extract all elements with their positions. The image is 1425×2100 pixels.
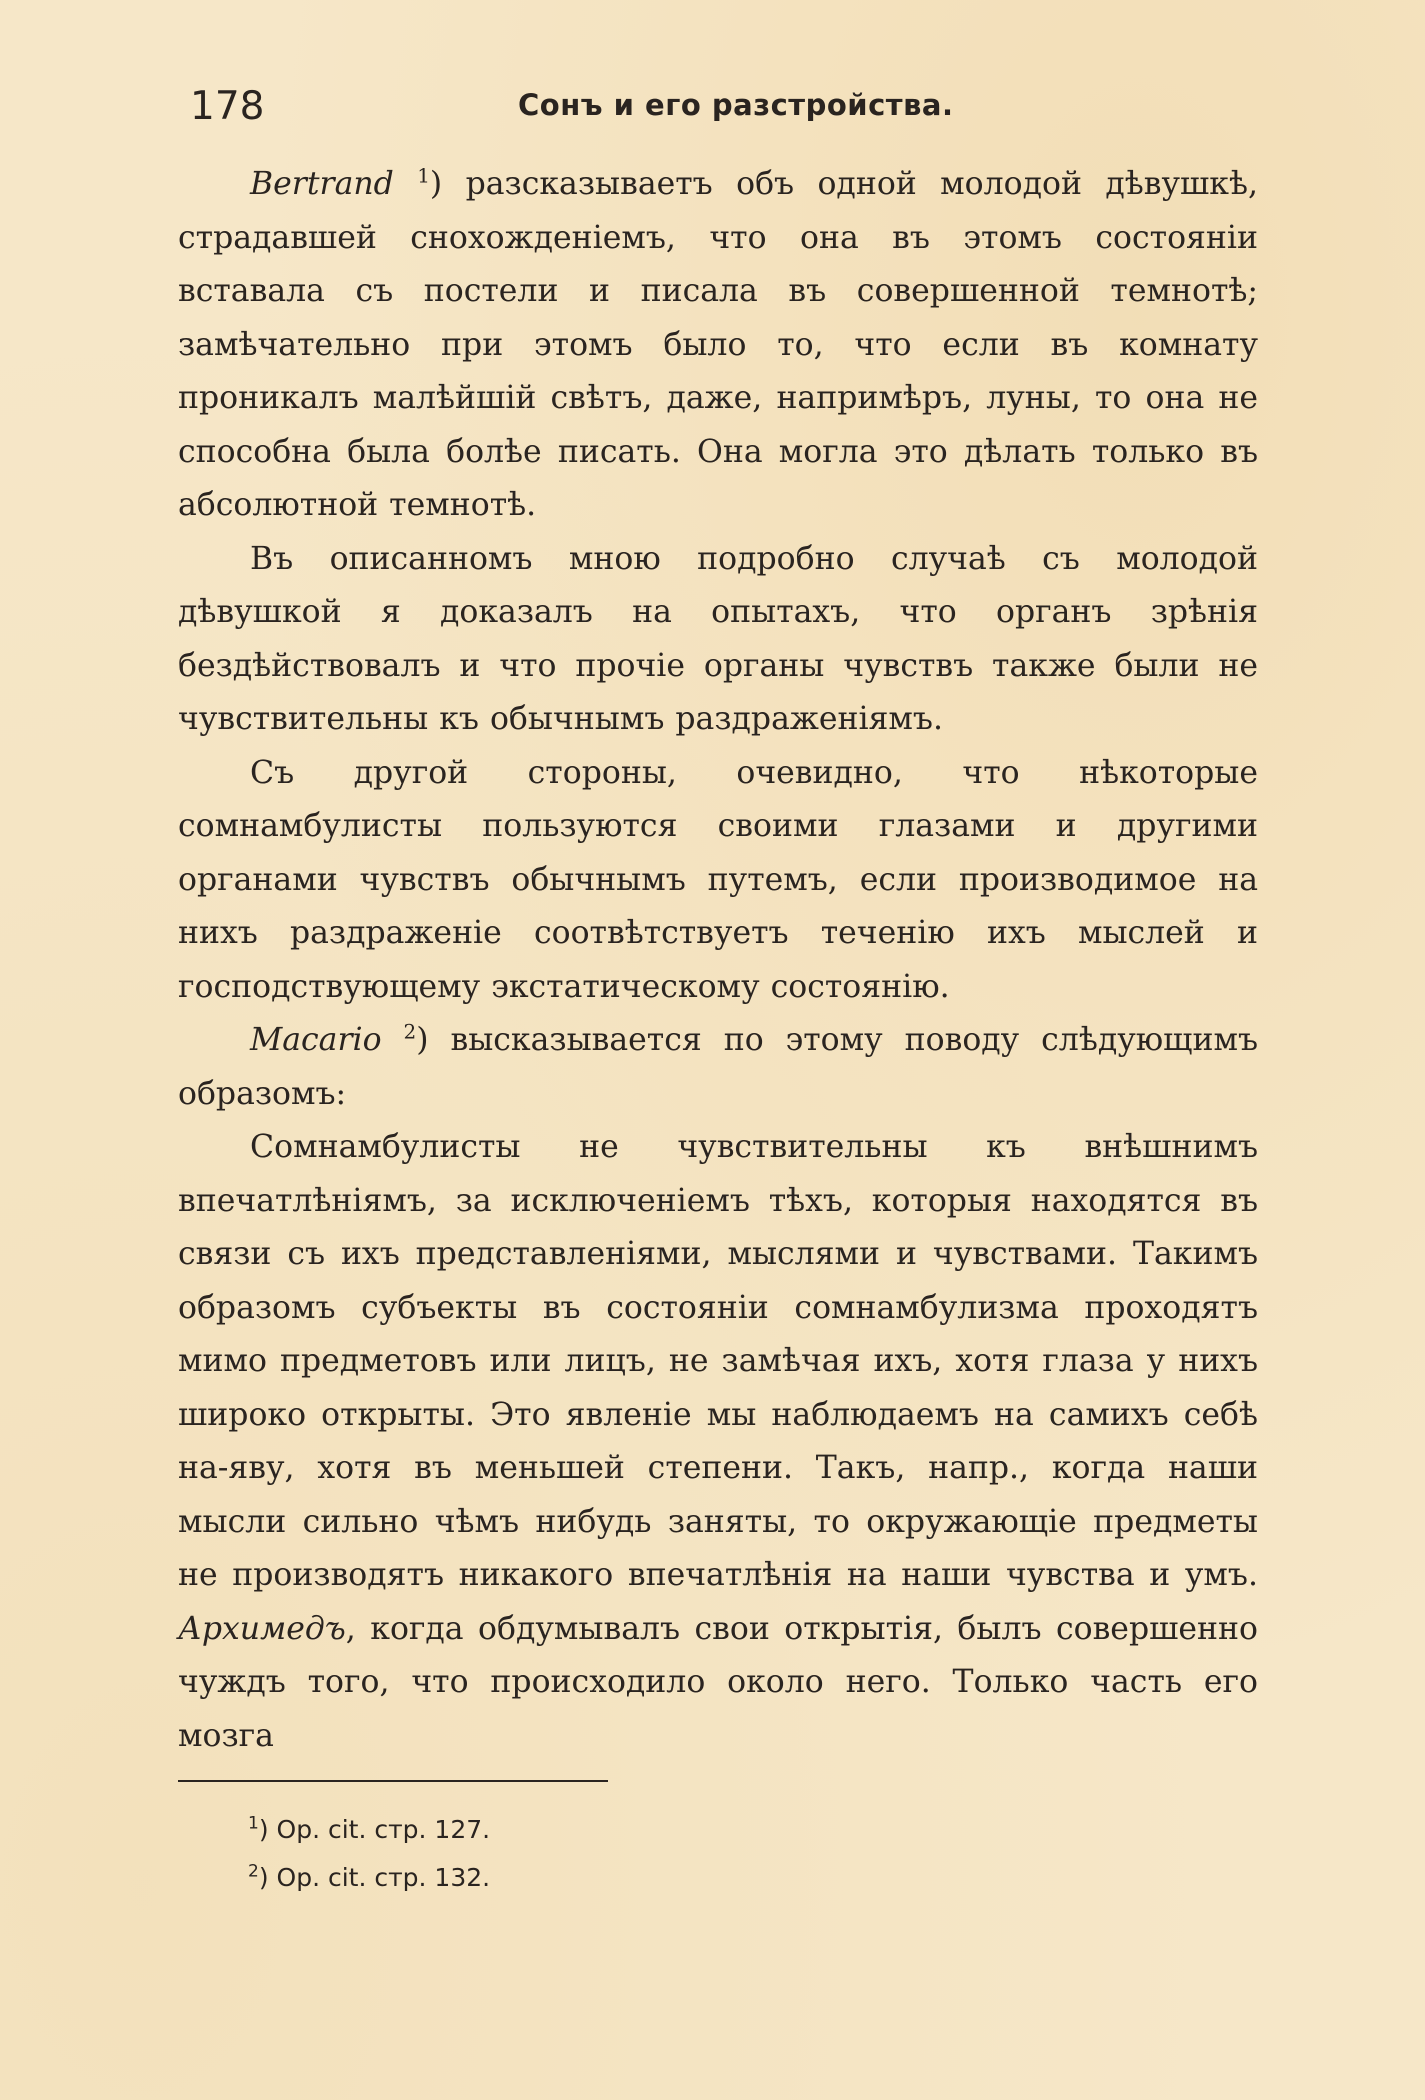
emphasized-name: Архимедъ	[178, 1610, 346, 1647]
paragraph-text: ) разсказываетъ объ одной молодой дѣвушкѣ, страдавшей снохожденіемъ, что она въ этомъ состояніи вставала съ постели и писала въ совершенной темнотѣ; замѣчательно при этомъ было то, что если въ комнату проникалъ малѣйшій свѣтъ, даже, напримѣръ, луны, то она не способна была болѣе писать. Она могла это дѣлать только въ абсолютной темнотѣ.	[178, 166, 1258, 523]
page-number: 178	[190, 84, 265, 129]
footnote-reference: 2	[403, 1019, 417, 1044]
author-name: Bertrand	[250, 166, 394, 202]
paragraph	[178, 747, 1258, 1015]
footnote-number: 2	[248, 1861, 259, 1882]
paragraph-text: ) высказывается по этому поводу слѣдующимъ образомъ:	[178, 1022, 1258, 1112]
page-header	[178, 80, 1258, 140]
footnote-divider	[178, 1780, 608, 1782]
footnote-reference: 1	[417, 163, 430, 188]
running-title: Сонъ и его разстройства.	[518, 88, 954, 122]
paragraph-text: Сомнамбулисты не чувствительны къ внѣшнимъ впечатлѣніямъ, за исключеніемъ тѣхъ, которыя находятся въ связи съ ихъ представленіями, мыслями и чувствами. Такимъ образомъ субъекты въ состояніи сомнамбулизма проходятъ мимо предметовъ или лицъ, не замѣчая ихъ, хотя глаза у нихъ широко открыты. Это явленіе мы наблюдаемъ на самихъ себѣ на-яву, хотя въ меньшей степени. Такъ, напр., когда наши мысли сильно чѣмъ нибудь заняты, то окружающіе предметы не производятъ никакого впечатлѣнія на наши чувства и умъ.	[178, 1129, 1258, 1593]
footnotes	[248, 1806, 490, 1902]
paragraph-text-continued: , когда обдумывалъ свои открытія, былъ совершенно чуждъ того, что происходило около него. Только часть его мозга	[178, 1610, 1258, 1754]
footnote	[248, 1854, 490, 1902]
paragraph	[178, 1121, 1258, 1763]
paragraph-text: Въ описанномъ мною подробно случаѣ съ молодой дѣвушкой я доказалъ на опытахъ, что органъ зрѣнія бездѣйствовалъ и что прочіе органы чувствъ также были не чувствительны къ обычнымъ раздраженіямъ.	[178, 540, 1258, 737]
paragraph	[178, 158, 1258, 533]
paragraph-text: Съ другой стороны, очевидно, что нѣкоторые сомнамбулисты пользуются своими глазами и другими органами чувствъ обычнымъ путемъ, если производимое на нихъ раздраженіе соотвѣтствуетъ теченію ихъ мыслей и господствующему экстатическому состоянію.	[178, 754, 1258, 1005]
footnote-text: ) Op. cit. стр. 132.	[258, 1863, 491, 1892]
footnote	[248, 1806, 490, 1854]
footnote-text: ) Op. cit. стр. 127.	[258, 1815, 491, 1844]
footnote-number: 1	[248, 1813, 259, 1834]
paragraph	[178, 1014, 1258, 1121]
body-text	[178, 158, 1258, 1763]
paragraph	[178, 533, 1258, 747]
author-name: Macario	[250, 1022, 382, 1058]
